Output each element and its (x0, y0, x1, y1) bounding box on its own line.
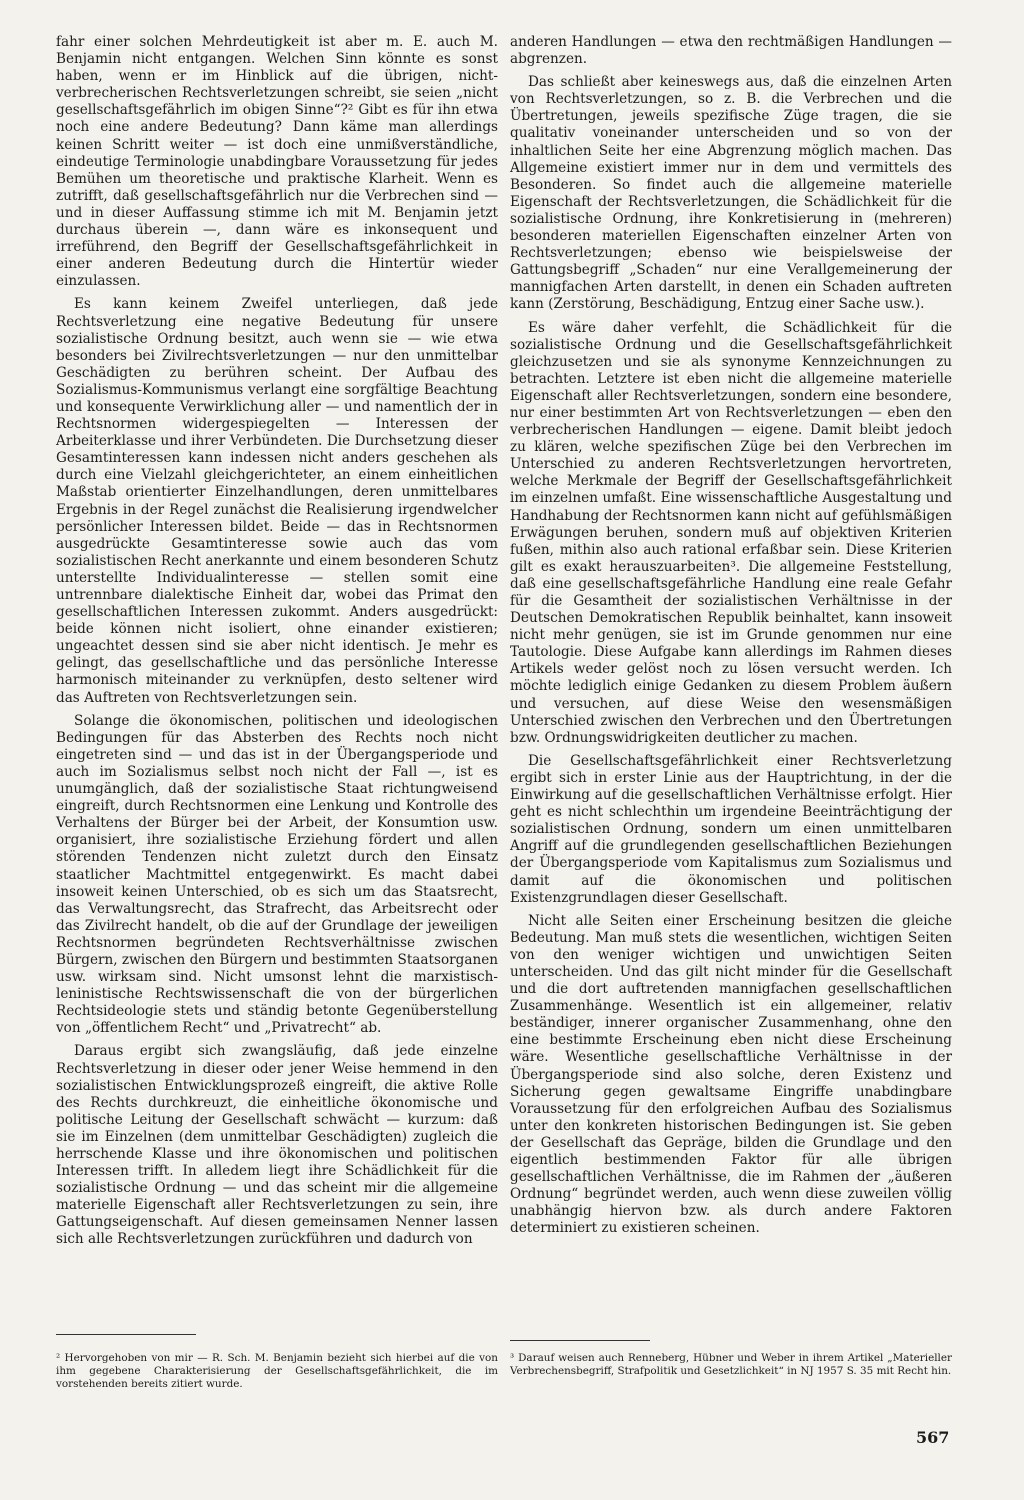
left-paragraph-1: fahr einer solchen Mehrdeutigkeit ist aber m. E. auch M. Benjamin nicht entgangen. Welchen Sinn könnte es sonst haben, wenn er im Hinblick auf die übrigen, nicht-verbrecherischen Rechtsverletzungen schreibt, sie seien „nicht gesellschaftsgefährlich im obigen Sinne“?² Gibt es für ihn etwa noch eine andere Bedeutung? Dann käme man allerdings keinen Schritt weiter — ist doch eine unmißverständliche, eindeutige Terminologie unabdingbare Voraussetzung für jedes Bemühen um theoretische und praktische Klarheit. Wenn es zutrifft, daß gesellschaftsgefährlich nur die Verbrechen sind — und in dieser Auffassung stimme ich mit M. Benjamin jetzt durchaus überein —, dann wäre es inkonsequent und irreführend, den Begriff der Gesellschaftsgefährlichkeit in einer anderen Bedeutung durch die Hintertür wieder einzulassen. (56, 34, 498, 290)
left-footnote: ² Hervorgehoben von mir — R. Sch. M. Benjamin bezieht sich hierbei auf die von ihm gegebene Charakterisierung der Gesellschaftsgefährlichkeit, die im vorstehenden bereits zitiert wurde. (56, 1352, 498, 1390)
left-footnote-rule (56, 1334, 196, 1335)
right-footnote-rule (510, 1340, 650, 1341)
right-column (510, 34, 952, 1243)
right-paragraph-1: anderen Handlungen — etwa den rechtmäßigen Handlungen — abgrenzen. (510, 34, 952, 68)
left-column (56, 34, 498, 1255)
right-paragraph-4: Die Gesellschaftsgefährlichkeit einer Rechtsverletzung ergibt sich in erster Linie aus der Hauptrichtung, in der die Einwirkung auf die gesellschaftlichen Verhältnisse erfolgt. Hier geht es nicht schlechthin um irgendeine Beeinträchtigung der sozialistischen Ordnung, sondern um einen unmittelbaren Angriff auf die grundlegenden gesellschaftlichen Beziehungen der Übergangsperiode vom Kapitalismus zum Sozialismus und damit auf die ökonomischen und politischen Existenzgrundlagen dieser Gesellschaft. (510, 752, 952, 906)
left-paragraph-3: Solange die ökonomischen, politischen und ideologischen Bedingungen für das Absterben des Rechts noch nicht eingetreten sind — und das ist in der Übergangsperiode und auch im Sozialismus selbst noch nicht der Fall —, ist es unumgänglich, daß der sozialistische Staat richtungweisend eingreift, durch Rechtsnormen eine Lenkung und Kontrolle des Verhaltens der Bürger bei der Arbeit, der Konsumtion usw. organisiert, ihre sozialistische Erziehung fördert und allen störenden Tendenzen nicht zuletzt durch den Einsatz staatlicher Machtmittel entgegenwirkt. Es macht dabei insoweit keinen Unterschied, ob es sich um das Staatsrecht, das Verwaltungsrecht, das Strafrecht, das Arbeitsrecht oder das Zivilrecht handelt, ob die auf der Grundlage der jeweiligen Rechtsnormen begründeten Rechtsverhältnisse zwischen Bürgern, zwischen den Bürgern und bestimmten Staatsorganen usw. wirksam sind. Nicht umsonst lehnt die marxistisch-leninistische Rechtswissenschaft die von der bürgerlichen Rechtsideologie stets und ständig betonte Gegenüberstellung von „öffentlichem Recht“ und „Privatrecht“ ab. (56, 712, 498, 1037)
right-paragraph-5: Nicht alle Seiten einer Erscheinung besitzen die gleiche Bedeutung. Man muß stets die wesentlichen, wichtigen Seiten von den weniger wichtigen und unwichtigen Seiten unterscheiden. Und das gilt nicht minder für die Gesellschaft und die dort auftretenden mannigfachen gesellschaftlichen Zusammenhänge. Wesentlich ist ein allgemeiner, relativ beständiger, innerer organischer Zusammenhang, ohne den eine bestimmte Erscheinung eben nicht diese Erscheinung wäre. Wesentliche gesellschaftliche Verhältnisse in der Übergangsperiode sind also solche, deren Existenz und Sicherung gegen gewaltsame Eingriffe unabdingbare Voraussetzung für den erfolgreichen Aufbau des Sozialismus unter den konkreten historischen Bedingungen ist. Sie geben der Gesellschaft das Gepräge, bilden die Grundlage und den eigentlich bestimmenden Faktor für alle übrigen gesellschaftlichen Verhältnisse, die im Rahmen der „äußeren Ordnung“ begründet werden, auch wenn diese zuweilen völlig unabhängig hiervon bzw. als durch andere Faktoren determiniert zu existieren scheinen. (510, 912, 952, 1237)
right-paragraph-3: Es wäre daher verfehlt, die Schädlichkeit für die sozialistische Ordnung und die Gesellschaftsgefährlichkeit gleichzusetzen und sie als synonyme Kennzeichnungen zu betrachten. Letztere ist eben nicht die allgemeine materielle Eigenschaft aller Rechtsverletzungen, sondern eine besondere, nur einer bestimmten Art von Rechtsverletzungen — eben den verbrecherischen Handlungen — eigene. Damit bleibt jedoch zu klären, welche spezifischen Züge bei den Verbrechen im Unterschied zu anderen Rechtsverletzungen hervortreten, welche Merkmale der Begriff der Gesellschaftsgefährlichkeit im einzelnen umfaßt. Eine wissenschaftliche Ausgestaltung und Handhabung der Rechtsnormen kann nicht auf gefühlsmäßigen Erwägungen beruhen, sondern muß auf objektiven Kriterien fußen, mithin also auch rational erfaßbar sein. Diese Kriterien gilt es exakt herauszuarbeiten³. Die allgemeine Feststellung, daß eine gesellschaftsgefährliche Handlung eine reale Gefahr für die Gesamtheit der sozialistischen Verhältnisse in der Deutschen Demokratischen Republik beinhaltet, kann insoweit nicht mehr genügen, sie ist im Grunde genommen nur eine Tautologie. Diese Aufgabe kann allerdings im Rahmen dieses Artikels weder gelöst noch zu lösen versucht werden. Ich möchte lediglich einige Gedanken zu diesem Problem äußern und versuchen, auf diese Weise den wesensmäßigen Unterschied zwischen den Verbrechen und den Übertretungen bzw. Ordnungswidrigkeiten deutlicher zu machen. (510, 319, 952, 746)
left-paragraph-4: Daraus ergibt sich zwangsläufig, daß jede einzelne Rechtsverletzung in dieser oder jener Weise hemmend in den sozialistischen Entwicklungsprozeß eingreift, die aktive Rolle des Rechts durchkreuzt, die einheitliche ökonomische und politische Leitung der Gesellschaft schwächt — kurzum: daß sie im Einzelnen (dem unmittelbar Geschädigten) zugleich die herrschende Klasse und ihre ökonomischen und politischen Interessen trifft. In alledem liegt ihre Schädlichkeit für die sozialistische Ordnung — und das scheint mir die allgemeine materielle Eigenschaft aller Rechtsverletzungen zu sein, ihre Gattungseigenschaft. Auf diesen gemeinsamen Nenner lassen sich alle Rechtsverletzungen zurückführen und dadurch von (56, 1043, 498, 1248)
right-paragraph-2: Das schließt aber keineswegs aus, daß die einzelnen Arten von Rechtsverletzungen, so z. B. die Verbrechen und die Übertretungen, jeweils spezifische Züge tragen, die sie qualitativ voneinander unterscheiden und so von der inhaltlichen Seite her eine Abgrenzung möglich machen. Das Allgemeine existiert immer nur in dem und vermittels des Besonderen. So findet auch die allgemeine materielle Eigenschaft der Rechtsverletzungen, die Schädlichkeit für die sozialistische Ordnung, ihre Konkretisierung in (mehreren) besonderen materiellen Eigenschaften einzelner Arten von Rechtsverletzungen; ebenso wie beispielsweise der Gattungsbegriff „Schaden“ nur eine Verallgemeinerung der mannigfachen Arten darstellt, in denen ein Schaden auftreten kann (Zerstörung, Beschädigung, Entzug einer Sache usw.). (510, 74, 952, 313)
left-paragraph-2: Es kann keinem Zweifel unterliegen, daß jede Rechtsverletzung eine negative Bedeutung für unsere sozialistische Ordnung besitzt, auch wenn sie — wie etwa besonders bei Zivilrechtsverletzungen — nur den unmittelbar Geschädigten zu berühren scheint. Der Aufbau des Sozialismus-Kommunismus verlangt eine sorgfältige Beachtung und konsequente Verwirklichung aller — und namentlich der in Rechtsnormen widergespiegelten — Interessen der Arbeiterklasse und ihrer Verbündeten. Die Durchsetzung dieser Gesamtinteressen kann indessen nicht anders geschehen als durch eine Vielzahl gleichgerichteter, an einem einheitlichen Maßstab orientierter Einzelhandlungen, deren unmittelbares Ergebnis in der Regel zunächst die Realisierung irgendwelcher persönlicher Interessen bildet. Beide — das in Rechtsnormen ausgedrückte Gesamtinteresse sowie auch das vom sozialistischen Recht anerkannte und einem besonderen Schutz unterstellte Individualinteresse — stellen somit eine untrennbare dialektische Einheit dar, wobei das Primat den gesellschaftlichen Interessen zukommt. Anders ausgedrückt: beide können nicht isoliert, ohne einander existieren; ungeachtet dessen sind sie aber nicht identisch. Je mehr es gelingt, das gesellschaftliche und das persönliche Interesse harmonisch miteinander zu verknüpfen, desto seltener wird das Auftreten von Rechtsverletzungen sein. (56, 296, 498, 706)
right-footnote: ³ Darauf weisen auch Renneberg, Hübner und Weber in ihrem Artikel „Materieller Verbrechensbegriff, Strafpolitik und Gesetzlichkeit“ in NJ 1957 S. 35 mit Recht hin. (510, 1352, 952, 1377)
page-number: 567 (916, 1428, 950, 1447)
